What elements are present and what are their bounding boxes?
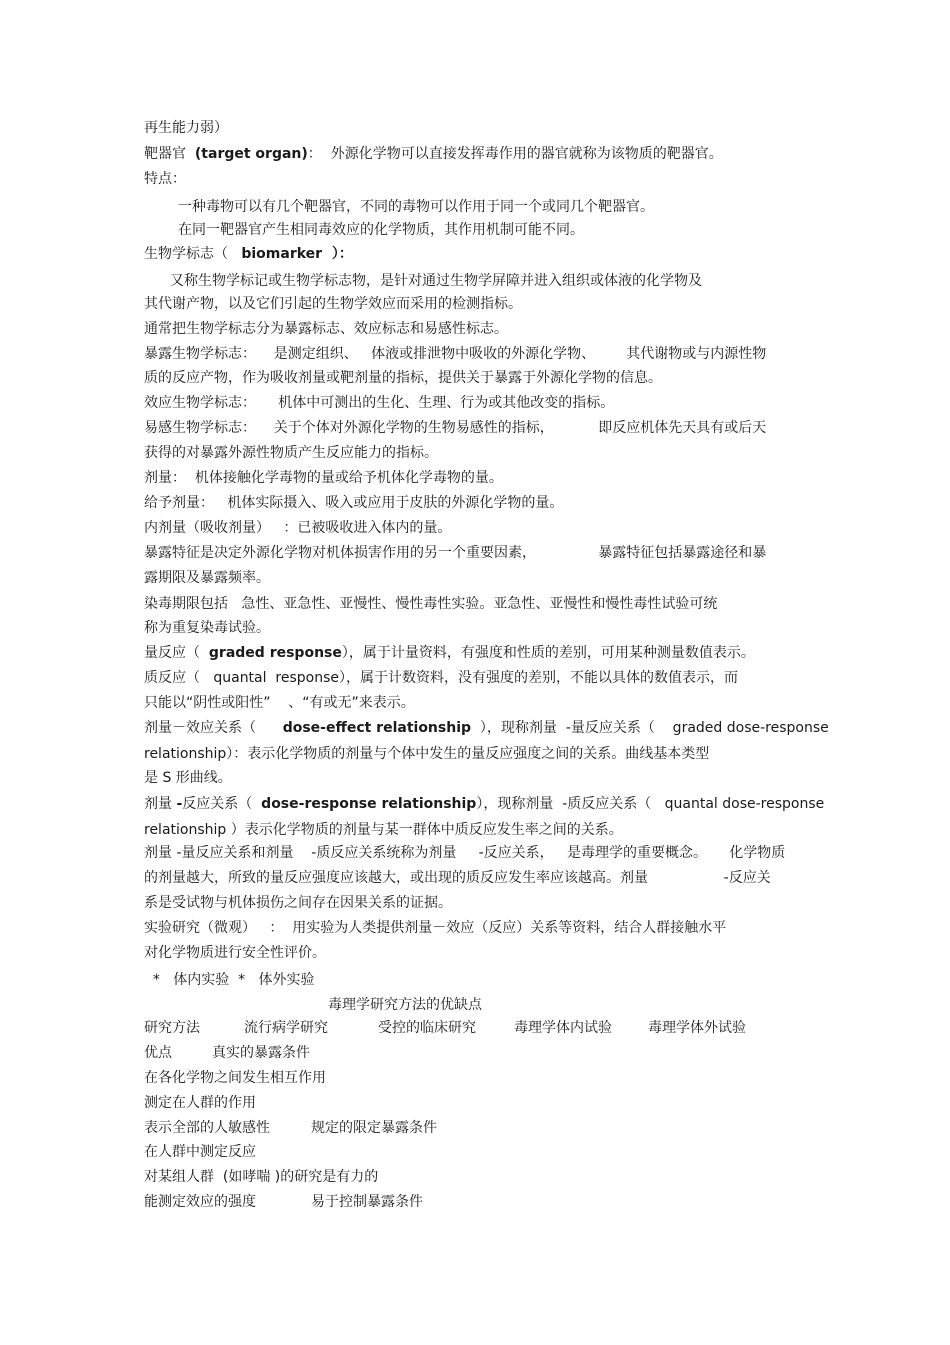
term-label: 反应关系（ (182, 796, 262, 812)
text-line: 又称生物学标记或生物学标志物，是针对通过生物学屏障并进入组织或体液的化学物及 (170, 273, 702, 289)
text-line: 在同一靶器官产生相同毒效应的化学物质，其作用机制可能不同。 (178, 222, 584, 238)
text-line: 只能以“阴性或阳性” 、“有或无”来表示。 (144, 695, 415, 711)
table-cell: 在人群中测定反应 (144, 1144, 256, 1160)
text-line: 的剂量越大，所致的量反应强度应该越大，或出现的质反应发生率应该越高。剂量 -反应关 (144, 870, 771, 886)
text-line: 效应生物学标志： 机体中可测出的生化、生理、行为或其他改变的指标。 (144, 395, 615, 411)
table-cell: 测定在人群的作用 (144, 1095, 256, 1111)
table-cell: 对某组人群 (如哮喘 )的研究是有力的 (144, 1169, 379, 1185)
term-label: 靶器官 (144, 146, 195, 162)
text-line: relationship）：表示化学物质的剂量与个体中发生的量反应强度之间的关系。曲线基本类型 (144, 746, 710, 762)
term-english: dose-response relationship (261, 796, 477, 812)
text-line: 是 S 形曲线。 (144, 770, 232, 786)
definition-text: ： 外源化学物可以直接发挥毒作用的器官就称为该物质的靶器官。 (307, 146, 723, 162)
term-label: 剂量－效应关系（ (144, 720, 283, 736)
text-line (144, 245, 353, 263)
text-line: 质的反应产物，作为吸收剂量或靶剂量的指标，提供关于暴露于外源化学物的信息。 (144, 370, 662, 386)
table-title: 毒理学研究方法的优缺点 (328, 997, 482, 1013)
text-line (144, 644, 755, 662)
text-line (144, 719, 829, 737)
table-header: 研究方法 (144, 1020, 200, 1036)
text-line: 其代谢产物，以及它们引起的生物学效应而采用的检测指标。 (144, 296, 522, 312)
text-line: 露期限及暴露频率。 (144, 570, 270, 586)
term-english: dose-effect relationship (282, 720, 472, 736)
table-header: 受控的临床研究 (378, 1020, 476, 1036)
text-line: 系是受试物与机体损伤之间存在因果关系的证据。 (144, 895, 452, 911)
term-label: 剂量 (144, 796, 177, 812)
text-line: relationship ）表示化学物质的剂量与某一群体中质反应发生率之间的关系。 (144, 822, 623, 838)
term-english: (target organ) (194, 146, 308, 162)
table-cell: 能测定效应的强度 (144, 1194, 256, 1210)
text-line: 质反应（ quantal response），属于计数资料，没有强度的差别，不能以具体的数值表示，而 (144, 670, 739, 686)
text-line: 称为重复染毒试验。 (144, 620, 270, 636)
table-header: 流行病学研究 (244, 1020, 328, 1036)
term-english: biomarker ）： (241, 246, 353, 262)
definition-text: ），现称剂量 -质反应关系（ quantal dose-response (476, 796, 825, 812)
text-line: 给予剂量： 机体实际摄入、吸入或应用于皮肤的外源化学物的量。 (144, 495, 564, 511)
text-line: 一种毒物可以有几个靶器官，不同的毒物可以作用于同一个或同几个靶器官。 (178, 199, 654, 215)
text-line: 染毒期限包括 急性、亚急性、亚慢性、慢性毒性实验。亚急性、亚慢性和慢性毒性试验可统 (144, 596, 718, 612)
table-cell: 表示全部的人敏感性 (144, 1120, 270, 1136)
text-line: 特点： (144, 171, 186, 187)
term-dash: - (176, 796, 183, 812)
table-cell: 规定的限定暴露条件 (311, 1120, 437, 1136)
term-label: 生物学标志（ (144, 246, 242, 262)
table-cell: 在各化学物之间发生相互作用 (144, 1070, 326, 1086)
experiment-types: * 体内实验 * 体外实验 (144, 972, 315, 988)
definition-text: ），属于计量资料，有强度和性质的差别，可用某种测量数值表示。 (341, 645, 755, 661)
text-line (144, 145, 723, 163)
text-line: 剂量 -量反应关系和剂量 -质反应关系统称为剂量 -反应关系， 是毒理学的重要概念。 化学物质 (144, 845, 786, 861)
text-line: 暴露特征是决定外源化学物对机体损害作用的另一个重要因素， 暴露特征包括暴露途径和暴 (144, 545, 767, 561)
table-header: 毒理学体内试验 (514, 1020, 612, 1036)
table-cell: 易于控制暴露条件 (311, 1194, 423, 1210)
text-line: 剂量： 机体接触化学毒物的量或给予机体化学毒物的量。 (144, 470, 503, 486)
text-line: 获得的对暴露外源性物质产生反应能力的指标。 (144, 445, 438, 461)
text-line: 再生能力弱） (144, 120, 228, 136)
text-line: 内剂量（吸收剂量） ：已被吸收进入体内的量。 (144, 520, 452, 536)
text-line: 暴露生物学标志： 是测定组织、 体液或排泄物中吸收的外源化学物、 其代谢物或与内源性物 (144, 346, 767, 362)
table-cell: 优点 (144, 1045, 172, 1061)
term-english: graded response (208, 645, 342, 661)
text-line: 易感生物学标志： 关于个体对外源化学物的生物易感性的指标， 即反应机体先天具有或后天 (144, 420, 767, 436)
text-line: 实验研究（微观） ： 用实验为人类提供剂量－效应（反应）关系等资料，结合人群接触水平 (144, 920, 727, 936)
table-cell: 真实的暴露条件 (212, 1045, 310, 1061)
term-label: 量反应（ (144, 645, 209, 661)
text-line (144, 795, 824, 813)
table-header: 毒理学体外试验 (648, 1020, 746, 1036)
text-line: 对化学物质进行安全性评价。 (144, 945, 326, 961)
text-line: 通常把生物学标志分为暴露标志、效应标志和易感性标志。 (144, 321, 508, 337)
definition-text: ），现称剂量 -量反应关系（ graded dose-response (471, 720, 829, 736)
